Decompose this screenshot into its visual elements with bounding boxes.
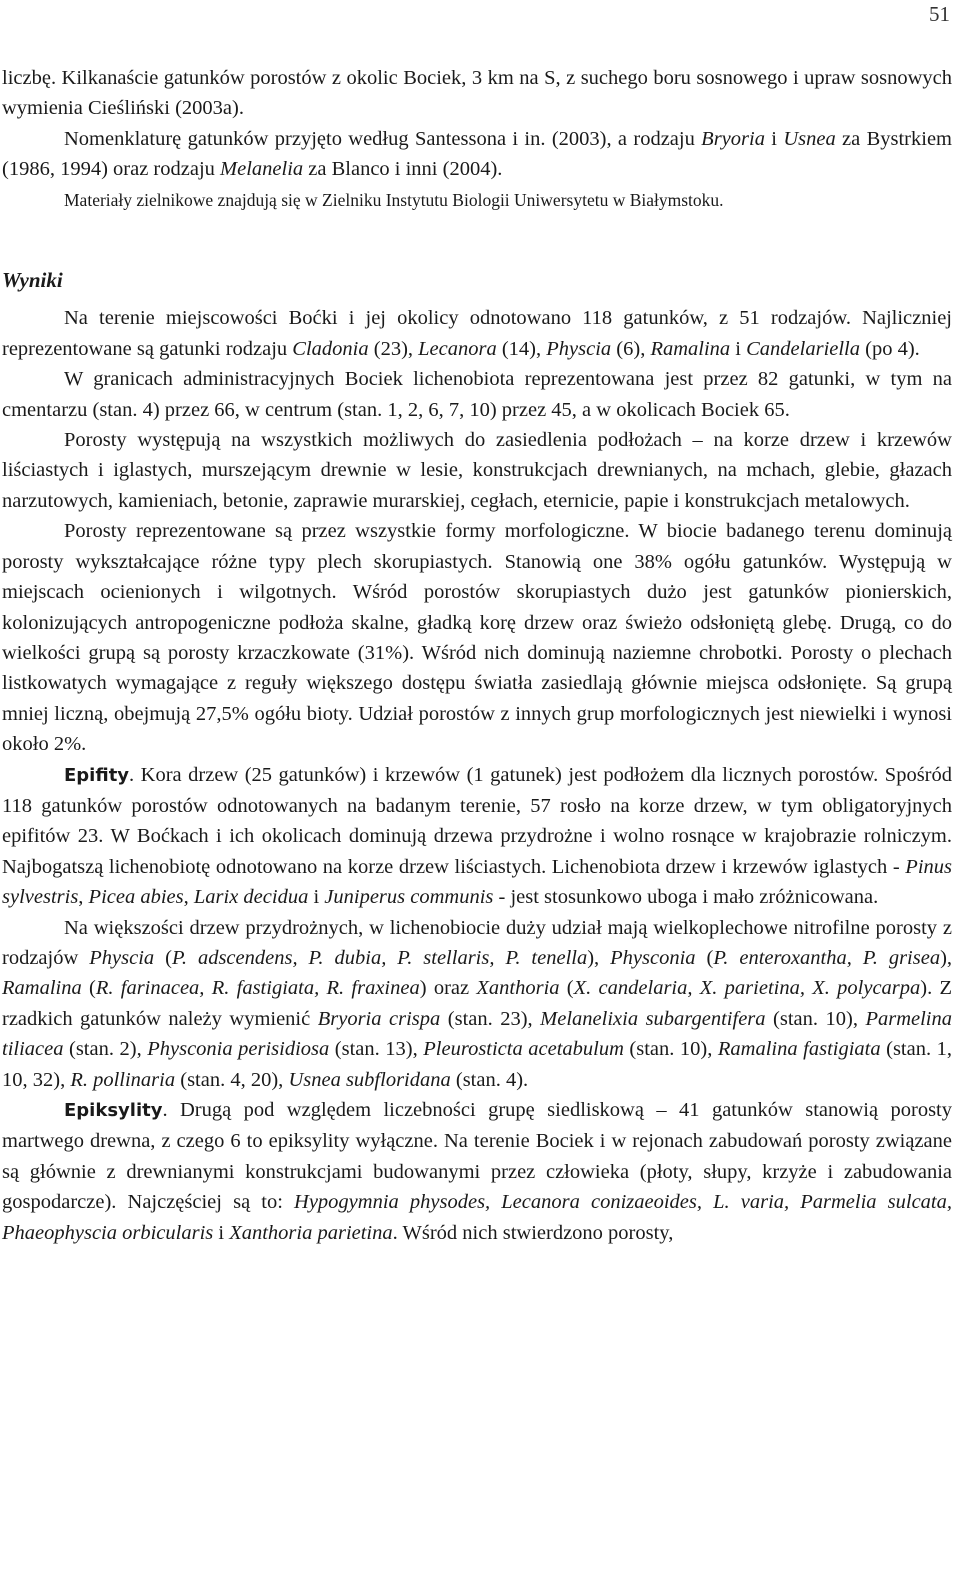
species-name: P. enteroxantha, P. grisea	[713, 946, 941, 969]
text-run: (	[559, 977, 574, 1000]
text-run: ). Z rzadkich gatunków należy wymienić	[2, 977, 953, 1030]
results-paragraph-epifity	[2, 760, 952, 913]
results-paragraph-6	[2, 913, 952, 1095]
text-run: i	[764, 127, 784, 150]
species-name: Ramalina fastigiata	[717, 1038, 881, 1061]
text-run: (stan. 10),	[623, 1038, 718, 1061]
intro-paragraph-1: liczbę. Kilkanaście gatunków porostów z okolic Bociek, 3 km na S, z suchego boru sosnowego i upraw sosnowych wymienia Cieśliński (2003a).	[2, 67, 952, 120]
text-run: (stan. 10),	[765, 1007, 866, 1030]
genus-name: Physcia	[546, 337, 612, 360]
species-name: Usnea subfloridana	[288, 1068, 451, 1091]
genus-name: Candelariella	[746, 337, 861, 360]
genus-name: Ramalina	[2, 977, 82, 1000]
genus-name: Physconia	[610, 946, 696, 969]
species-name: X. candelaria, X. parietina, X. polycarpa	[573, 977, 921, 1000]
text-run: (stan. 13),	[329, 1038, 424, 1061]
text-run: za Bystrkiem (1986, 1994) oraz rodzaju	[2, 127, 952, 181]
results-paragraph-2: W granicach administracyjnych Bociek lichenobiota reprezentowana jest przez 82 gatunki, w tym na cmentarzu (stan. 4) przez 66, w centrum (stan. 1, 2, 6, 7, 10) przez 45, a w okolicach Bociek 65.	[2, 368, 952, 421]
species-name: R. farinacea, R. fastigiata, R. fraxinea	[95, 977, 420, 1000]
text-run: (po 4).	[860, 337, 920, 360]
species-name: Pleurosticta acetabulum	[423, 1038, 624, 1061]
text-run: ),	[940, 946, 953, 969]
text-run: Na terenie miejscowości Boćki i jej okolicy odnotowano 118 gatunków, z 51 rodzajów. Najliczniej reprezentowane są gatunki rodzaju	[2, 307, 952, 360]
page-number: 51	[929, 2, 950, 26]
species-name: Physconia perisidiosa	[147, 1038, 330, 1061]
results-paragraph-4: Porosty reprezentowane są przez wszystkie formy morfologiczne. W biocie badanego terenu dominują porosty wykształcające różne typy plech skorupiastych. Stanowią one 38% ogółu gatunków. Występują w miejscach ocienionych i wilgotnych. Wśród porostów skorupiastych dużo jest gatunków pionierskich, kolonizujących antropogeniczne podłoża skalne, gładką korę drzew oraz świeżo odsłoniętą glebę. Drugą, co do wielkości grupą są porosty krzaczkowate (31%). Wśród nich dominują naziemne chrobotki. Porosty o plechach listkowatych wymagające z reguły większego dostępu światła zasiedlają głównie miejsca odsłonięte. Są grupą mniej liczną, obejmują 27,5% ogółu bioty. Udział porostów z innych grup morfologicznych jest niewielki i wynosi około 2%.	[2, 520, 952, 756]
species-name: Parmelina tiliacea	[2, 1007, 952, 1061]
species-name: R. pollinaria	[70, 1068, 176, 1091]
text-run: Na większości drzew przydrożnych, w lichenobiocie duży udział mają wielkoplechowe nitrofilne porosty z rodzajów	[2, 916, 952, 969]
text-run: (	[81, 977, 96, 1000]
genus-name: Cladonia	[292, 337, 369, 360]
text-run: za Blanco i inni (2004).	[303, 158, 503, 181]
text-run: (14),	[496, 337, 547, 360]
results-paragraph-1	[2, 303, 952, 364]
genus-name: Physcia	[89, 946, 155, 969]
text-run: i	[213, 1221, 230, 1244]
text-run: i	[308, 886, 325, 909]
subsection-label: Epiksylity	[64, 1100, 163, 1121]
text-run: (	[695, 946, 714, 969]
text-run: . Wśród nich stwierdzono porosty,	[392, 1221, 674, 1244]
genus-name: Bryoria	[701, 127, 765, 150]
text-run: (stan. 1, 10, 32),	[2, 1038, 953, 1091]
text-run: . Kora drzew (25 gatunków) i krzewów (1 gatunek) jest podłożem dla licznych porostów. Spośród 118 gatunków porostów odnotowanych na badanym terenie, 57 rosło na korze drzew, w tym obligatoryjnych epifitów 23. W Boćkach i ich okolicach dominują drzewa przydrożne i wolno rosnące w krajobrazie rolniczym. Najbogatszą lichenobiotę odnotowano na korze drzew liściastych. Lichenobiota drzew i krzewów iglastych -	[2, 763, 952, 878]
species-name: Juniperus communis	[324, 886, 494, 909]
text-run: (stan. 4).	[450, 1068, 529, 1091]
results-paragraph-3: Porosty występują na wszystkich możliwych do zasiedlenia podłożach – na korze drzew i krzewów liściastych i iglastych, murszejącym drewnie w lesie, konstrukcjach drewnianych, na mchach, glebie, głazach narzutowych, kamieniach, betonie, zaprawie murarskiej, cegłach, eternicie, papie i konstrukcjach metalowych.	[2, 429, 952, 512]
text-run: - jest stosunkowo uboga i mało zróżnicowana.	[493, 886, 879, 909]
intro-paragraph-2	[2, 124, 952, 185]
text-run: (stan. 23),	[440, 1007, 541, 1030]
species-name: Picea abies	[88, 886, 184, 909]
text-run: (6),	[611, 337, 651, 360]
text-run: (	[154, 946, 172, 969]
genus-name: Xanthoria	[476, 977, 560, 1000]
section-heading: Wyniki	[2, 268, 63, 293]
species-name: Melanelixia subargentifera	[540, 1007, 766, 1030]
species-name: P. adscendens, P. dubia, P. stellaris, P. tenella	[171, 946, 588, 969]
text-run: (stan. 4, 20),	[175, 1068, 289, 1091]
species-name: Larix decidua	[193, 886, 309, 909]
text-run: ),	[587, 946, 611, 969]
results-paragraph-epiksylity	[2, 1095, 952, 1248]
page-body	[2, 63, 952, 1248]
species-name: Bryoria crispa	[317, 1007, 441, 1030]
genus-name: Lecanora	[418, 337, 497, 360]
text-run: . Drugą pod względem liczebności grupę siedliskową – 41 gatunków stanowią porosty martwego drewna, z czego 6 to epiksylity wyłączne. Na terenie Bociek i w rejonach zabudowań porosty związane są głównie z drewnianymi konstrukcjami budowanymi przez człowieka (płoty, słupy, krzyże i zabudowania gospodarcze). Najczęściej są to:	[2, 1099, 952, 1214]
species-name: Hypogymnia physodes, Lecanora conizaeoides, L. varia, Parmelia sulcata, Phaeophyscia orbicularis	[2, 1191, 952, 1244]
text-run: (23),	[368, 337, 419, 360]
text-run: ) oraz	[419, 977, 477, 1000]
text-run: ,	[183, 886, 194, 909]
genus-name: Usnea	[783, 127, 836, 150]
subsection-label: Epifity	[64, 764, 130, 786]
genus-name: Melanelia	[220, 158, 304, 181]
species-name: Pinus sylvestris	[2, 855, 952, 909]
intro-paragraph-3: Materiały zielnikowe znajdują się w Zielniku Instytutu Biologii Uniwersytetu w Białymstoku.	[64, 189, 724, 210]
text-run: i	[730, 337, 747, 360]
text-run: Nomenklaturę gatunków przyjęto według Santessona i in. (2003), a rodzaju	[64, 127, 702, 150]
species-name: Xanthoria parietina	[229, 1221, 393, 1244]
text-run: ,	[78, 886, 89, 909]
genus-name: Ramalina	[650, 337, 731, 360]
text-run: (stan. 2),	[63, 1038, 148, 1061]
